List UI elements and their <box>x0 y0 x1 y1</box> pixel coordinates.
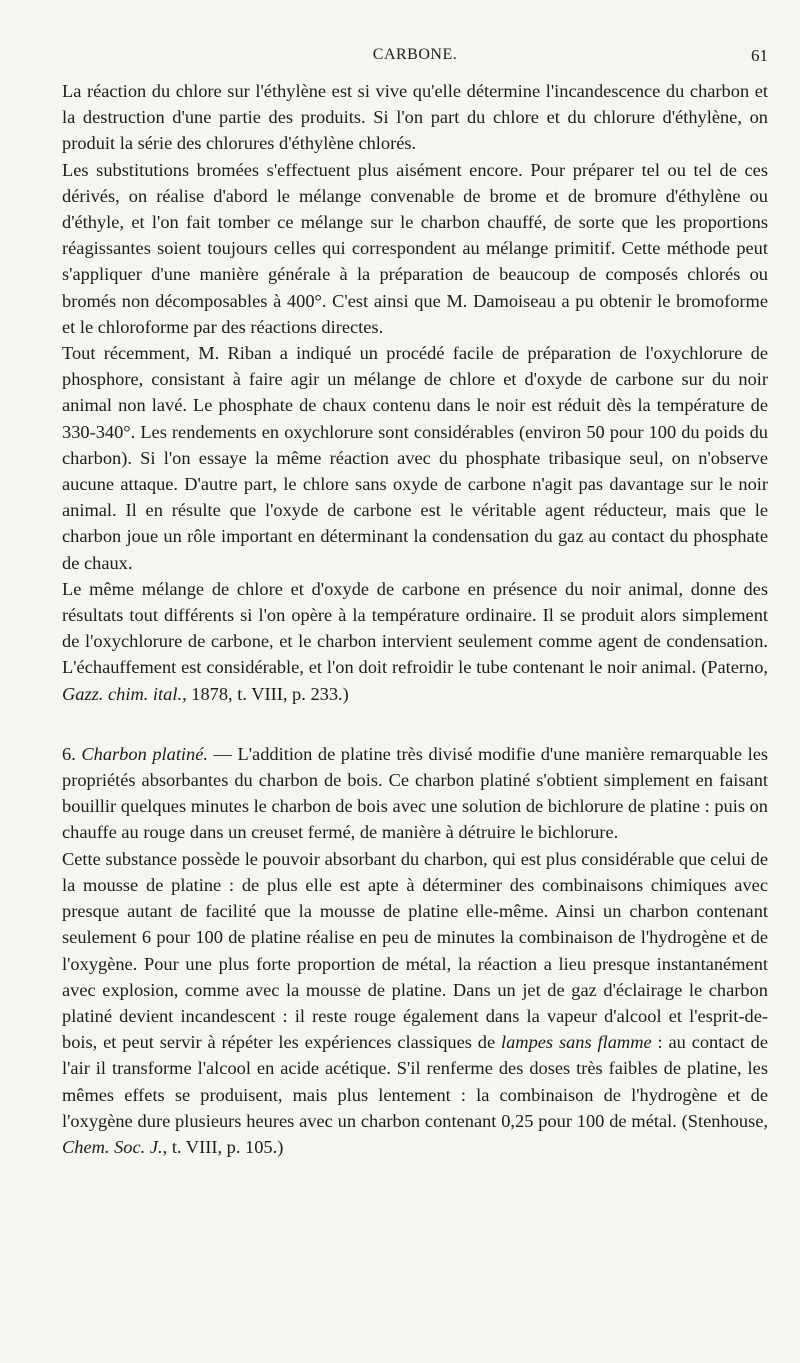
section-gap <box>62 707 768 741</box>
substance-text-1: Cette substance possède le pouvoir absorbant du charbon, qui est plus considérable que celui de la mousse de platine : de plus elle est apte à déterminer des combinaisons chimiques avec presque autant de facilité que la mousse de platine elle-même. Ainsi un charbon contenant seulement 6 pour 100 de platine réalise en peu de minutes la combinaison de l'hydrogène et de l'oxygène. Pour une plus forte proportion de métal, la réaction a lieu presque instantanément avec explosion, comme avec la mousse de platine. Dans un jet de gaz d'éclairage le charbon platiné devient incandescent : il reste rouge également dans la vapeur d'alcool et l'esprit-de-bois, et peut servir à répéter les expériences classiques de <box>62 848 768 1053</box>
stenhouse-journal: Chem. Soc. J. <box>62 1136 163 1157</box>
substance-text-3: , t. VIII, p. 105.) <box>162 1136 284 1157</box>
paterno-reference: , 1878, t. VIII, p. 233.) <box>182 683 349 704</box>
page-number: 61 <box>751 46 768 65</box>
paragraph-paterno <box>62 576 768 707</box>
running-head <box>62 46 768 70</box>
section-6-title: Charbon platiné. <box>81 743 208 764</box>
running-title: CARBONE. <box>372 46 458 63</box>
lampes-sans-flamme: lampes sans flamme <box>500 1032 652 1053</box>
section-6-number: 6. <box>62 743 82 764</box>
paragraph-substitutions-bromees: Les substitutions bromées s'effectuent plus aisément encore. Pour préparer tel ou tel de ces dérivés, on réalise d'abord le mélange convenable de brome et de bromure d'éthylène ou d'éthyle, et l'on fait tomber ce mélange sur le charbon chauffé, de sorte que les proportions réagissantes soient toujours celles qui correspondent au mélange primitif. Cette méthode peut s'appliquer d'une manière générale à la préparation de beaucoup de composés chlorés ou bromés non décomposables à 400°. C'est ainsi que M. Damoiseau a pu obtenir le bromoforme et le chloroforme par des réactions directes. <box>62 159 768 337</box>
body-text <box>62 78 768 1160</box>
paterno-text: Le même mélange de chlore et d'oxyde de carbone en présence du noir animal, donne des résultats tout différents si l'on opère à la température ordinaire. Il se produit alors simplement de l'oxychlorure de carbone, et le charbon intervient seulement comme agent de condensation. L'échauffement est considérable, et l'on doit refroidir le tube contenant le noir animal. (Paterno, <box>62 578 768 678</box>
paragraph-chlore-ethylene: La réaction du chlore sur l'éthylène est si vive qu'elle détermine l'incandescence du charbon et la destruction d'une partie des produits. Si l'on part du chlore et du chlorure d'éthylène, on produit la série des chlorures d'éthylène chlorés. <box>62 81 768 154</box>
substance-text-2: : au contact de l'air il transforme l'alcool en acide acétique. S'il renferme des doses très faibles de platine, les mêmes effets se produisent, mais plus lentement : la combinaison de l'hydrogène et de l'oxygène dure plusieurs heures avec un charbon contenant 0,25 pour 100 de métal. (Stenhouse, <box>62 1032 769 1131</box>
section-6-paragraph <box>62 741 768 846</box>
section-6-text: — L'addition de platine très divisé modifie d'une manière remarquable les propriétés absorbantes du charbon de bois. Ce charbon platiné s'obtient simplement en faisant bouillir quelques minutes le charbon de bois avec une solution de bichlorure de platine : puis on chauffe au rouge dans un creuset fermé, de manière à détruire le bichlorure. <box>62 743 769 843</box>
paragraph-riban-oxychlorure: Tout récemment, M. Riban a indiqué un procédé facile de préparation de l'oxychlorure de phosphore, consistant à faire agir un mélange de chlore et d'oxyde de carbone sur du noir animal non lavé. Le phosphate de chaux contenu dans le noir est réduit dès la température de 330-340°. Les rendements en oxychlorure sont considérables (environ 50 pour 100 du poids du charbon). Si l'on essaye la même réaction avec du phosphate tribasique seul, on n'observe aucune attaque. D'autre part, le chlore sans oxyde de carbone n'agit pas davantage sur le noir animal. Il en résulte que l'oxyde de carbone est le véritable agent réducteur, mais que le charbon joue un rôle important en déterminant la condensation du gaz au contact du phosphate de chaux. <box>62 343 768 573</box>
paterno-journal: Gazz. chim. ital. <box>62 683 183 704</box>
paragraph-substance-absorbante <box>62 846 768 1160</box>
